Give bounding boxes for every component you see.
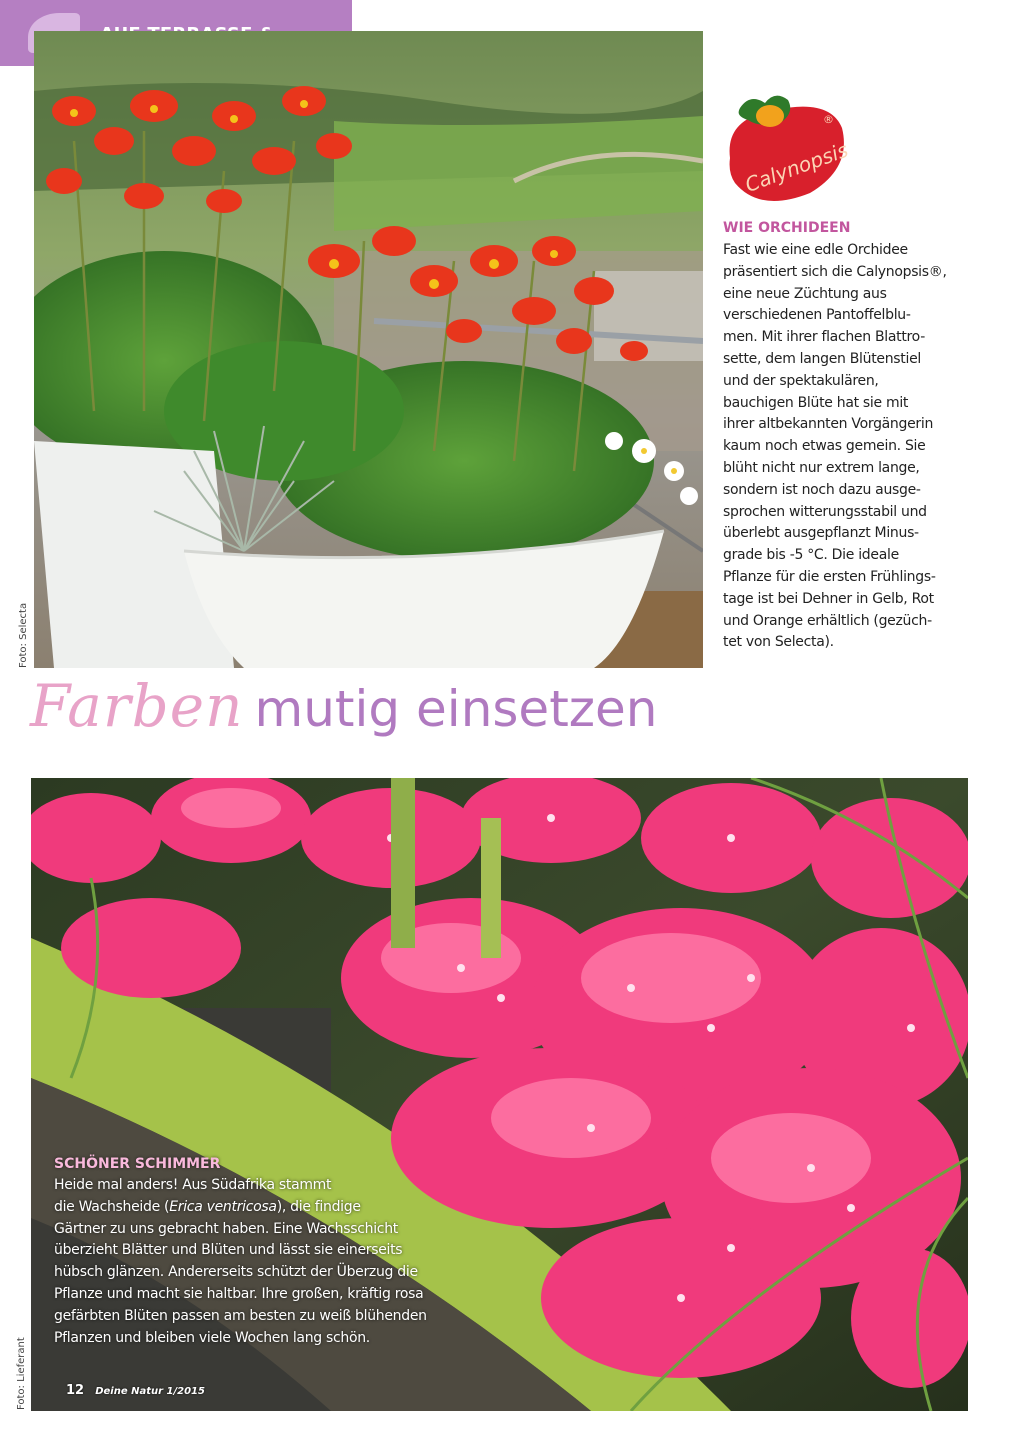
page-footer: [66, 1379, 205, 1398]
orchid-heading: WIE ORCHIDEEN: [723, 220, 851, 236]
erica-line: gefärbten Blüten passen am besten zu weiß blühenden: [54, 1307, 427, 1324]
orchid-line: blüht nicht nur extrem lange,: [723, 459, 920, 476]
erica-line: Pflanze und macht sie haltbar. Ihre großen, kräftig rosa: [54, 1285, 424, 1302]
erica-line: Gärtner zu uns gebracht haben. Eine Wachsschicht: [54, 1220, 398, 1237]
erica-caption: [54, 1156, 434, 1349]
erica-line: Heide mal anders! Aus Südafrika stammt: [54, 1177, 332, 1193]
photo-credit-bottom: Foto: Lieferant: [16, 1337, 27, 1410]
erica-line: hübsch glänzen. Andererseits schützt der Überzug die: [54, 1264, 418, 1281]
orchid-line: bauchigen Blüte hat sie mit: [723, 394, 909, 411]
erica-heading: SCHÖNER SCHIMMER: [54, 1156, 221, 1172]
orchid-line: tet von Selecta).: [723, 634, 834, 651]
orchid-line: ihrer altbekannten Vorgängerin: [723, 416, 934, 433]
orchid-line: eine neue Züchtung aus: [723, 285, 887, 302]
orchid-body: [723, 240, 953, 654]
erica-line: Pflanzen und bleiben viele Wochen lang schön.: [54, 1329, 370, 1346]
orchid-line: und Orange erhältlich (gezüch-: [723, 612, 932, 629]
erica-line: überzieht Blätter und Blüten und lässt sie einerseits: [54, 1242, 403, 1259]
orchid-line: Fast wie eine edle Orchidee: [723, 242, 908, 258]
logo-text: Calynopsis: [741, 137, 850, 197]
orchid-line: sondern ist noch dazu ausge-: [723, 481, 921, 498]
orchid-line: und der spektakulären,: [723, 372, 879, 389]
orchid-line: präsentiert sich die Calynopsis®,: [723, 263, 947, 280]
orchid-line: Pflanze für die ersten Frühlings-: [723, 568, 936, 585]
orchid-line: men. Mit ihrer flachen Blattro-: [723, 329, 925, 346]
page-number: 12: [66, 1383, 85, 1398]
orchid-line: sprochen witterungsstabil und: [723, 503, 927, 520]
calynopsis-photo: [34, 31, 703, 668]
orchid-article: [723, 220, 953, 654]
calynopsis-logo: [720, 88, 850, 208]
orchid-line: sette, dem langen Blütenstiel: [723, 350, 921, 367]
page-headline: [30, 672, 658, 762]
erica-line: die Wachsheide (: [54, 1198, 170, 1215]
orchid-line: kaum noch etwas gemein. Sie: [723, 438, 926, 455]
registered-mark: ®: [823, 113, 834, 126]
erica-latin-name: Erica ventricosa: [169, 1198, 277, 1215]
erica-line: ), die findige: [276, 1198, 361, 1215]
headline-script-word: Farben: [30, 672, 244, 740]
photo-credit-top: Foto: Selecta: [18, 602, 29, 668]
headline-main-words: mutig einsetzen: [254, 680, 658, 738]
erica-body: [54, 1175, 434, 1349]
orchid-line: grade bis -5 °C. Die ideale: [723, 547, 899, 564]
orchid-line: verschiedenen Pantoffelblu-: [723, 307, 911, 324]
orchid-line: überlebt ausgepflanzt Minus-: [723, 525, 919, 542]
orchid-line: tage ist bei Dehner in Gelb, Rot: [723, 590, 934, 607]
magazine-issue: Deine Natur 1/2015: [95, 1386, 205, 1397]
